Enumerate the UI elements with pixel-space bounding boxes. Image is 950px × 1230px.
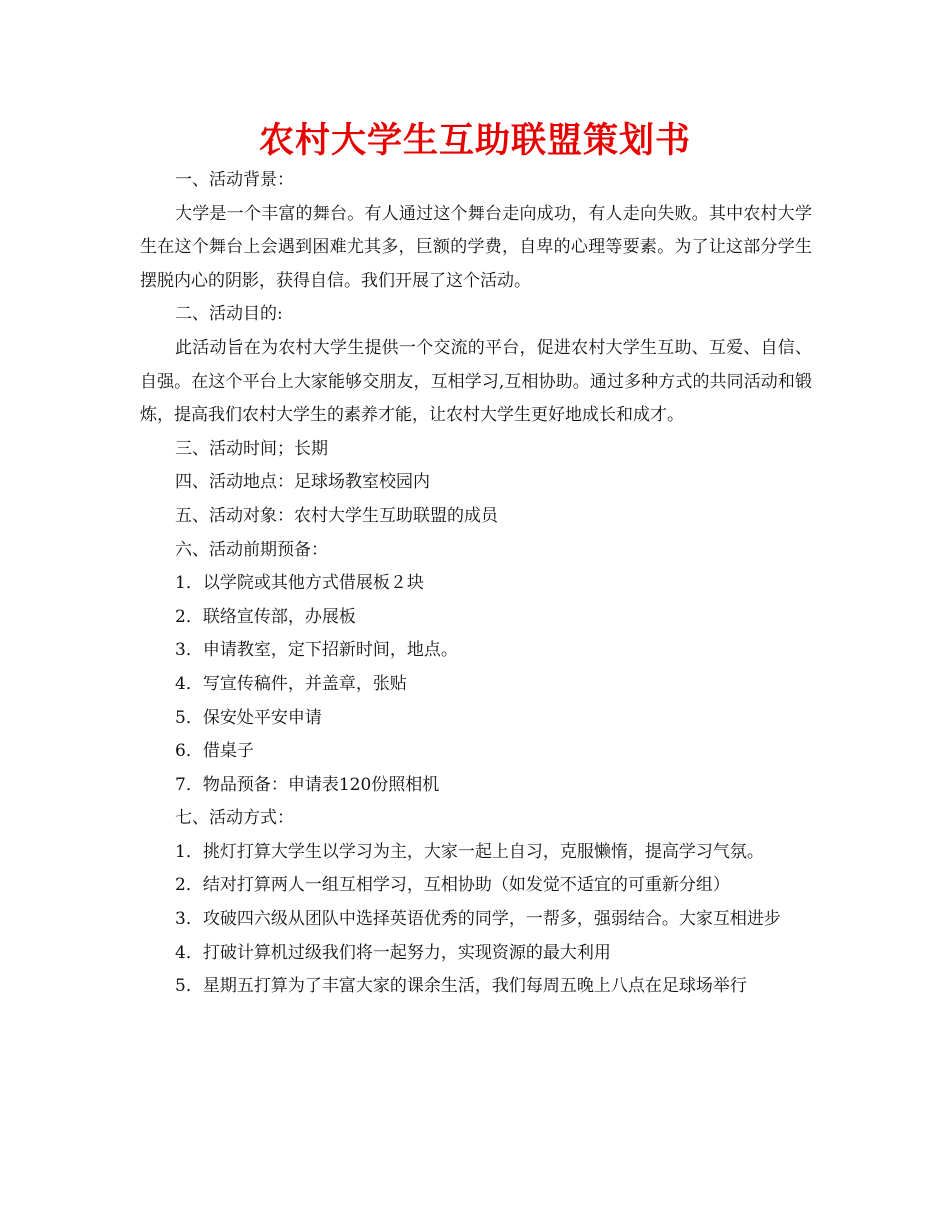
paragraph-purpose: 此活动旨在为农村大学生提供一个交流的平台，促进农村大学生互助、互爱、自信、自强。在这个平台上大家能够交朋友，互相学习,互相协助。通过多种方式的共同活动和锻炼，提高我们农村大学生的素养才能，让农村大学生更好地成长和成才。 (140, 337, 812, 426)
list-item: 5．保安处平安申请 (175, 707, 322, 728)
list-item: 1．挑灯打算大学生以学习为主，大家一起上自习，克服懒惰，提高学习气氛。 (175, 841, 764, 862)
document-title: 农村大学生互助联盟策划书 (258, 121, 691, 161)
section-heading-time: 三、活动时间；长期 (175, 438, 328, 459)
section-heading-background: 一、活动背景： (175, 170, 294, 190)
section-heading-location: 四、活动地点：足球场教室校园内 (175, 472, 430, 493)
list-item: 2．结对打算两人一组互相学习，互相协助（如发觉不适宜的可重新分组） (175, 875, 730, 896)
list-item: 3．攻破四六级从团队中选择英语优秀的同学，一帮多，强弱结合。大家互相进步 (175, 909, 781, 930)
list-item: 2．联络宣传部，办展板 (175, 606, 356, 627)
section-heading-target: 五、活动对象：农村大学生互助联盟的成员 (175, 505, 498, 526)
section-heading-purpose: 二、活动目的: (175, 304, 283, 325)
list-item: 1．以学院或其他方式借展板２块 (175, 573, 424, 594)
section-heading-method: 七、活动方式： (175, 808, 294, 829)
list-item: 3．申请教室，定下招新时间，地点。 (175, 640, 458, 661)
section-heading-preparation: 六、活动前期预备： (175, 539, 328, 560)
list-item: 6．借桌子 (175, 741, 254, 762)
list-item: 4．写宣传稿件，并盖章，张贴 (175, 673, 407, 694)
list-item: 7．物品预备：申请表120份照相机 (175, 774, 440, 795)
list-item: 5．星期五打算为了丰富大家的课余生活，我们每周五晚上八点在足球场举行 (175, 976, 747, 997)
list-item: 4．打破计算机过级我们将一起努力，实现资源的最大利用 (175, 942, 611, 963)
paragraph-background: 大学是一个丰富的舞台。有人通过这个舞台走向成功，有人走向失败。其中农村大学生在这个舞台上会遇到困难尤其多，巨额的学费，自卑的心理等要素。为了让这部分学生摆脱内心的阴影，获得自信。我们开展了这个活动。 (140, 203, 812, 291)
document-body (140, 164, 812, 1004)
